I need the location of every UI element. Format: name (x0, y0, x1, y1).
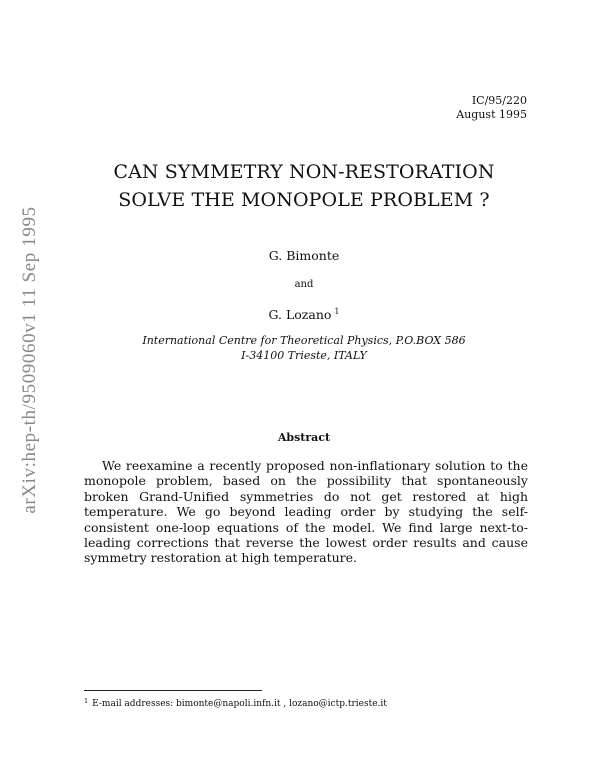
report-date: August 1995 (456, 108, 527, 121)
footnote-text: E-mail addresses: bimonte@napoli.infn.it , lozano@ictp.trieste.it (92, 699, 387, 709)
footnote (84, 697, 387, 709)
title-line-2: SOLVE THE MONOPOLE PROBLEM ? (118, 189, 490, 211)
author-second-name: G. Lozano (268, 307, 332, 322)
author-footnote-mark: 1 (334, 307, 340, 316)
report-info (456, 94, 527, 122)
report-number: IC/95/220 (471, 94, 527, 107)
title-line-1: CAN SYMMETRY NON-RESTORATION (113, 161, 495, 183)
paper-title (0, 158, 600, 214)
arxiv-sidebar-stamp: arXiv:hep-th/9509060v1 11 Sep 1995 (19, 206, 40, 514)
author-second (0, 307, 600, 322)
author-conjunction: and (294, 279, 314, 290)
author-first: G. Bimonte (268, 248, 340, 263)
abstract-text: We reexamine a recently proposed non-inflationary solution to the monopole problem, based on the possibility that spontaneously broken Grand-Unified symmetries do not get restored at high temperature. We go beyond leading order by studying the self-consistent one-loop equations of the model. We find large next-to-leading corrections that reverse the lowest order results and cause symmetry restoration at high temperature. (84, 458, 528, 566)
footnote-rule (84, 690, 262, 691)
affiliation-line-2: I-34100 Trieste, ITALY (241, 349, 367, 362)
footnote-mark: 1 (84, 697, 89, 705)
abstract-heading: Abstract (277, 431, 331, 444)
affiliation (0, 333, 600, 363)
affiliation-line-1: International Centre for Theoretical Physics, P.O.BOX 586 (142, 334, 466, 347)
